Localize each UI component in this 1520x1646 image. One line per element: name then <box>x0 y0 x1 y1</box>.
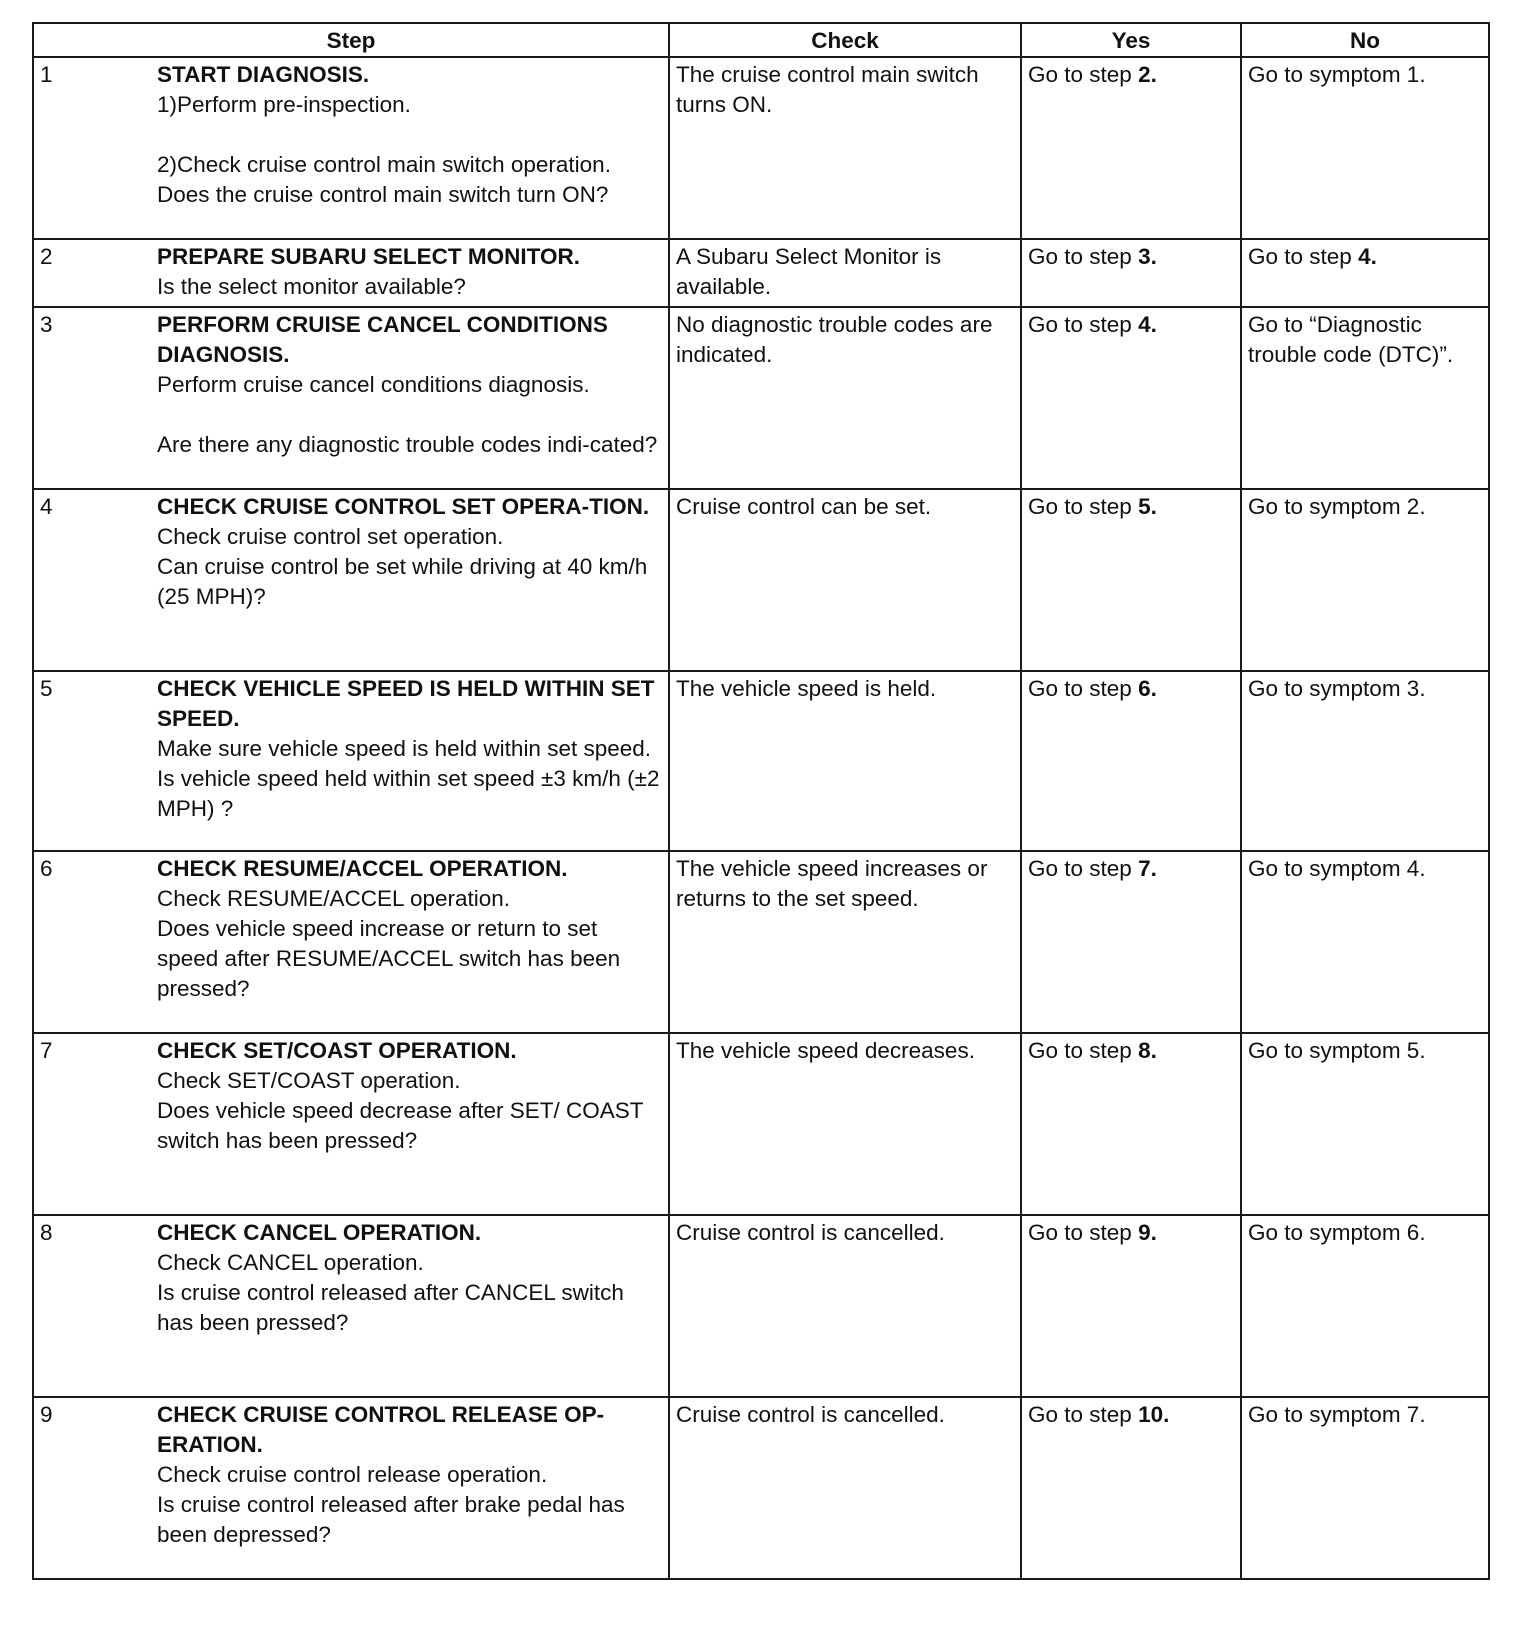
no-cell: Go to “Diagnostic trouble code (DTC)”. <box>1241 307 1489 489</box>
step-number: 6 <box>33 851 151 1033</box>
no-cell: Go to symptom 6. <box>1241 1215 1489 1397</box>
yes-target: 3. <box>1138 244 1157 269</box>
check-cell: No diagnostic trouble codes are indicated. <box>669 307 1021 489</box>
step-line: Perform cruise cancel conditions diagnosis. <box>157 372 590 397</box>
yes-target: 10. <box>1138 1402 1170 1427</box>
table-row <box>33 489 1489 671</box>
yes-prefix: Go to step <box>1028 494 1139 519</box>
header-no: No <box>1241 23 1489 57</box>
step-line: Make sure vehicle speed is held within set speed. <box>157 736 652 761</box>
yes-prefix: Go to step <box>1028 1038 1139 1063</box>
step-number: 2 <box>33 239 151 307</box>
yes-cell <box>1021 671 1241 851</box>
yes-target: 4. <box>1138 312 1157 337</box>
yes-target: 9. <box>1138 1220 1157 1245</box>
yes-prefix: Go to step <box>1028 62 1139 87</box>
step-line: Can cruise control be set while driving at 40 km/h (25 MPH)? <box>157 554 648 609</box>
step-number: 8 <box>33 1215 151 1397</box>
step-description <box>151 671 669 851</box>
step-title: CHECK CRUISE CONTROL SET OPERA-TION. <box>157 494 650 519</box>
no-prefix: Go to step <box>1248 244 1359 269</box>
step-description <box>151 1397 669 1579</box>
step-number: 3 <box>33 307 151 489</box>
step-title: PERFORM CRUISE CANCEL CONDITIONS DIAGNOSIS. <box>157 312 608 367</box>
diagnosis-table <box>32 22 1490 1580</box>
no-cell: Go to symptom 1. <box>1241 57 1489 239</box>
yes-target: 6. <box>1138 676 1157 701</box>
step-line: Is the select monitor available? <box>157 274 466 299</box>
header-row <box>33 23 1489 57</box>
yes-cell <box>1021 1033 1241 1215</box>
step-line: 2)Check cruise control main switch operation. <box>157 152 611 177</box>
check-cell: The cruise control main switch turns ON. <box>669 57 1021 239</box>
step-line: Check cruise control set operation. <box>157 524 504 549</box>
yes-target: 8. <box>1138 1038 1157 1063</box>
no-cell: Go to symptom 3. <box>1241 671 1489 851</box>
step-description <box>151 851 669 1033</box>
no-cell: Go to symptom 5. <box>1241 1033 1489 1215</box>
yes-target: 2. <box>1138 62 1157 87</box>
check-cell: Cruise control is cancelled. <box>669 1397 1021 1579</box>
check-cell: The vehicle speed increases or returns to the set speed. <box>669 851 1021 1033</box>
yes-cell <box>1021 57 1241 239</box>
table-row <box>33 307 1489 489</box>
no-cell: Go to symptom 7. <box>1241 1397 1489 1579</box>
table-row <box>33 1033 1489 1215</box>
yes-cell <box>1021 239 1241 307</box>
step-number: 5 <box>33 671 151 851</box>
step-description <box>151 1033 669 1215</box>
yes-cell <box>1021 307 1241 489</box>
step-line: Check RESUME/ACCEL operation. <box>157 886 511 911</box>
step-line: Is vehicle speed held within set speed ±3 km/h (±2 MPH) ? <box>157 766 660 821</box>
no-cell <box>1241 239 1489 307</box>
step-description <box>151 489 669 671</box>
yes-prefix: Go to step <box>1028 676 1139 701</box>
table-row <box>33 57 1489 239</box>
table-row <box>33 239 1489 307</box>
step-line: Check CANCEL operation. <box>157 1250 424 1275</box>
step-number: 1 <box>33 57 151 239</box>
yes-cell <box>1021 489 1241 671</box>
step-description <box>151 57 669 239</box>
no-cell: Go to symptom 2. <box>1241 489 1489 671</box>
step-number: 9 <box>33 1397 151 1579</box>
step-description <box>151 1215 669 1397</box>
step-line: Does vehicle speed decrease after SET/ COAST switch has been pressed? <box>157 1098 644 1153</box>
step-title: PREPARE SUBARU SELECT MONITOR. <box>157 244 580 269</box>
check-cell: Cruise control can be set. <box>669 489 1021 671</box>
yes-prefix: Go to step <box>1028 312 1139 337</box>
step-line: Check SET/COAST operation. <box>157 1068 461 1093</box>
header-yes: Yes <box>1021 23 1241 57</box>
step-description <box>151 239 669 307</box>
table-row <box>33 1215 1489 1397</box>
step-line: Does the cruise control main switch turn ON? <box>157 182 609 207</box>
step-line: Is cruise control released after brake pedal has been depressed? <box>157 1492 625 1547</box>
yes-target: 7. <box>1138 856 1157 881</box>
check-cell: Cruise control is cancelled. <box>669 1215 1021 1397</box>
table-row <box>33 671 1489 851</box>
step-title: CHECK CANCEL OPERATION. <box>157 1220 482 1245</box>
yes-target: 5. <box>1138 494 1157 519</box>
yes-prefix: Go to step <box>1028 1402 1139 1427</box>
check-cell: A Subaru Select Monitor is available. <box>669 239 1021 307</box>
check-cell: The vehicle speed decreases. <box>669 1033 1021 1215</box>
no-cell: Go to symptom 4. <box>1241 851 1489 1033</box>
table-row <box>33 851 1489 1033</box>
step-title: CHECK SET/COAST OPERATION. <box>157 1038 517 1063</box>
yes-prefix: Go to step <box>1028 1220 1139 1245</box>
yes-prefix: Go to step <box>1028 244 1139 269</box>
yes-cell <box>1021 1215 1241 1397</box>
yes-cell <box>1021 851 1241 1033</box>
yes-cell <box>1021 1397 1241 1579</box>
header-check: Check <box>669 23 1021 57</box>
table-row <box>33 1397 1489 1579</box>
step-title: CHECK RESUME/ACCEL OPERATION. <box>157 856 568 881</box>
step-title: START DIAGNOSIS. <box>157 62 370 87</box>
step-description <box>151 307 669 489</box>
step-number: 7 <box>33 1033 151 1215</box>
step-title: CHECK CRUISE CONTROL RELEASE OP-ERATION. <box>157 1402 605 1457</box>
yes-prefix: Go to step <box>1028 856 1139 881</box>
step-line: Check cruise control release operation. <box>157 1462 548 1487</box>
step-number: 4 <box>33 489 151 671</box>
step-line: Is cruise control released after CANCEL switch has been pressed? <box>157 1280 624 1335</box>
no-target: 4. <box>1358 244 1377 269</box>
step-line: Does vehicle speed increase or return to set speed after RESUME/ACCEL switch has been pressed? <box>157 916 621 1001</box>
header-step: Step <box>33 23 669 57</box>
step-line: Are there any diagnostic trouble codes indi-cated? <box>157 432 658 457</box>
check-cell: The vehicle speed is held. <box>669 671 1021 851</box>
step-line: 1)Perform pre-inspection. <box>157 92 411 117</box>
step-title: CHECK VEHICLE SPEED IS HELD WITHIN SET SPEED. <box>157 676 655 731</box>
